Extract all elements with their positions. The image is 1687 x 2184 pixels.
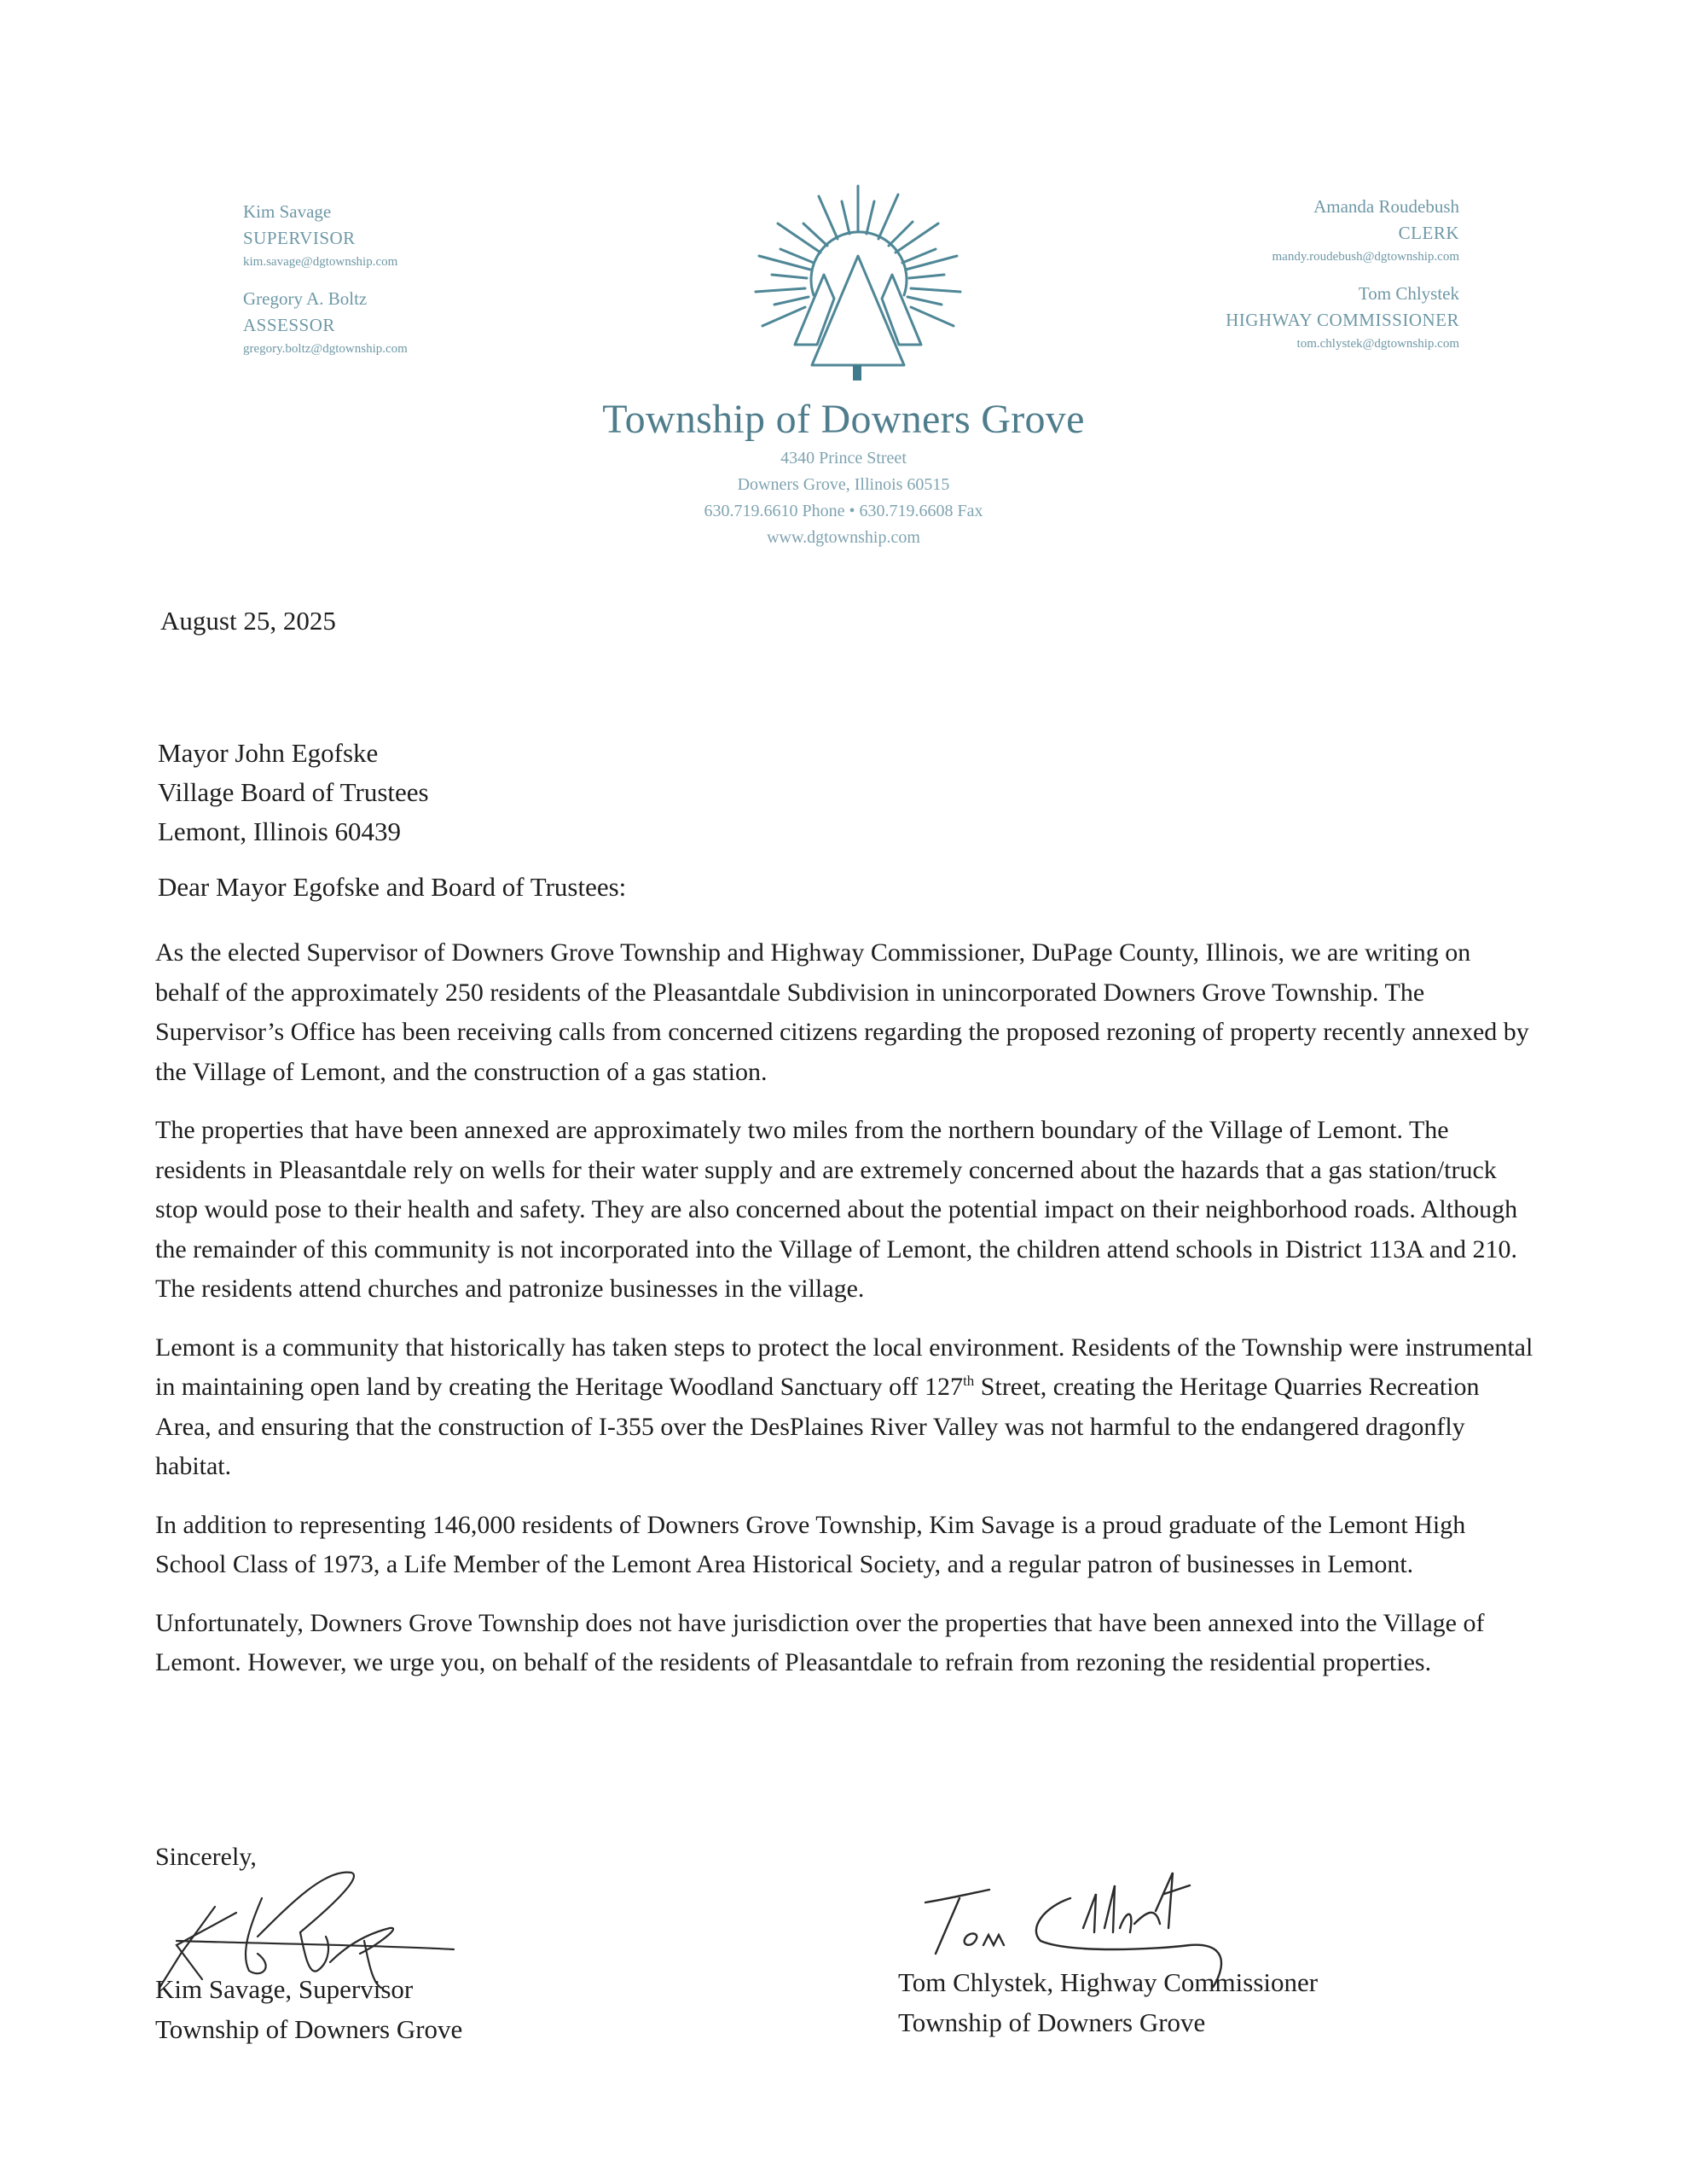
official-email: tom.chlystek@dgtownship.com bbox=[1296, 337, 1459, 351]
letterhead-right-officials bbox=[1226, 193, 1459, 355]
recipient-line: Lemont, Illinois 60439 bbox=[158, 816, 402, 846]
signer-organization: Township of Downers Grove bbox=[155, 2014, 463, 2044]
signer-organization: Township of Downers Grove bbox=[898, 2007, 1206, 2037]
official-name: Gregory A. Boltz bbox=[243, 288, 368, 309]
salutation: Dear Mayor Egofske and Board of Trustees: bbox=[158, 872, 627, 902]
official-name: Kim Savage bbox=[243, 201, 332, 222]
organization-phone-fax: 630.719.6610 Phone • 630.719.6608 Fax bbox=[704, 502, 983, 520]
letterhead-left-officials bbox=[243, 198, 408, 360]
organization-website: www.dgtownship.com bbox=[767, 528, 920, 547]
official-email: mandy.roudebush@dgtownship.com bbox=[1272, 250, 1459, 264]
organization-header bbox=[0, 394, 1687, 551]
official-name: Tom Chlystek bbox=[1358, 283, 1459, 304]
official-email: gregory.boltz@dgtownship.com bbox=[243, 342, 408, 356]
official-title: SUPERVISOR bbox=[243, 228, 356, 248]
letter-date: August 25, 2025 bbox=[160, 606, 336, 636]
signer-name-title: Tom Chlystek, Highway Commissioner bbox=[898, 1967, 1319, 1997]
paragraph-text: Street, creating the Heritage Quarries Recreation Area, and ensuring that the construction of I-355 over the DesPlaines River Valley was not harmful to the endangered dragonfly habitat. bbox=[155, 1373, 1480, 1480]
body-paragraph: As the elected Supervisor of Downers Grove Township and Highway Commissioner, DuPage County, Illinois, we are writing on behalf of the approximately 250 residents of the Pleasantdale Subdivision in unincorporated Downers Grove Township. The Supervisor’s Office has been receiving calls from concerned citizens regarding the proposed rezoning of property recently annexed by the Village of Lemont, and the construction of a gas station. bbox=[155, 938, 1529, 1086]
official-email: kim.savage@dgtownship.com bbox=[243, 255, 398, 269]
official-title: HIGHWAY COMMISSIONER bbox=[1226, 310, 1459, 330]
official-title: ASSESSOR bbox=[243, 315, 335, 335]
sun-mountains-trees-logo-icon bbox=[742, 171, 964, 384]
recipient-line: Mayor John Egofske bbox=[158, 738, 379, 768]
official-name: Amanda Roudebush bbox=[1313, 196, 1459, 217]
signature-block-highway-commissioner bbox=[898, 1962, 1318, 2042]
ordinal-superscript: th bbox=[963, 1373, 975, 1389]
organization-street: 4340 Prince Street bbox=[780, 449, 907, 468]
signer-name-title: Kim Savage, Supervisor bbox=[155, 1974, 414, 2004]
organization-name: Township of Downers Grove bbox=[602, 397, 1085, 442]
letter-body bbox=[155, 933, 1537, 1702]
body-paragraph bbox=[155, 1328, 1537, 1487]
recipient-address bbox=[158, 734, 429, 851]
signature-block-supervisor bbox=[155, 1969, 462, 2049]
body-paragraph: In addition to representing 146,000 residents of Downers Grove Township, Kim Savage is a proud graduate of the Lemont High School Class of 1973, a Life Member of the Lemont Area Historical Society, and a regular patron of businesses in Lemont. bbox=[155, 1510, 1466, 1578]
body-paragraph: Unfortunately, Downers Grove Township does not have jurisdiction over the properties that have been annexed into the Village of Lemont. However, we urge you, on behalf of the residents of Pleasantdale to refrain from rezoning the residential properties. bbox=[155, 1608, 1485, 1676]
recipient-line: Village Board of Trustees bbox=[158, 777, 429, 807]
paragraph-text: Lemont is a community that historically has taken steps to protect the local environment. Residents of the Township were instrumental in maintaining open land by creating the Heritage Woodland Sanctuary off 127 bbox=[155, 1333, 1533, 1401]
body-paragraph: The properties that have been annexed are approximately two miles from the northern boundary of the Village of Lemont. The residents in Pleasantdale rely on wells for their water supply and are extremely concerned about the hazards that a gas station/truck stop would pose to their health and safety. They are also concerned about the potential impact on their neighborhood roads. Although the remainder of this community is not incorporated into the Village of Lemont, the children attend schools in District 113A and 210. The residents attend churches and patronize businesses in the village. bbox=[155, 1116, 1518, 1303]
closing: Sincerely, bbox=[155, 1843, 257, 1871]
organization-city: Downers Grove, Illinois 60515 bbox=[737, 475, 950, 494]
official-title: CLERK bbox=[1398, 223, 1459, 243]
